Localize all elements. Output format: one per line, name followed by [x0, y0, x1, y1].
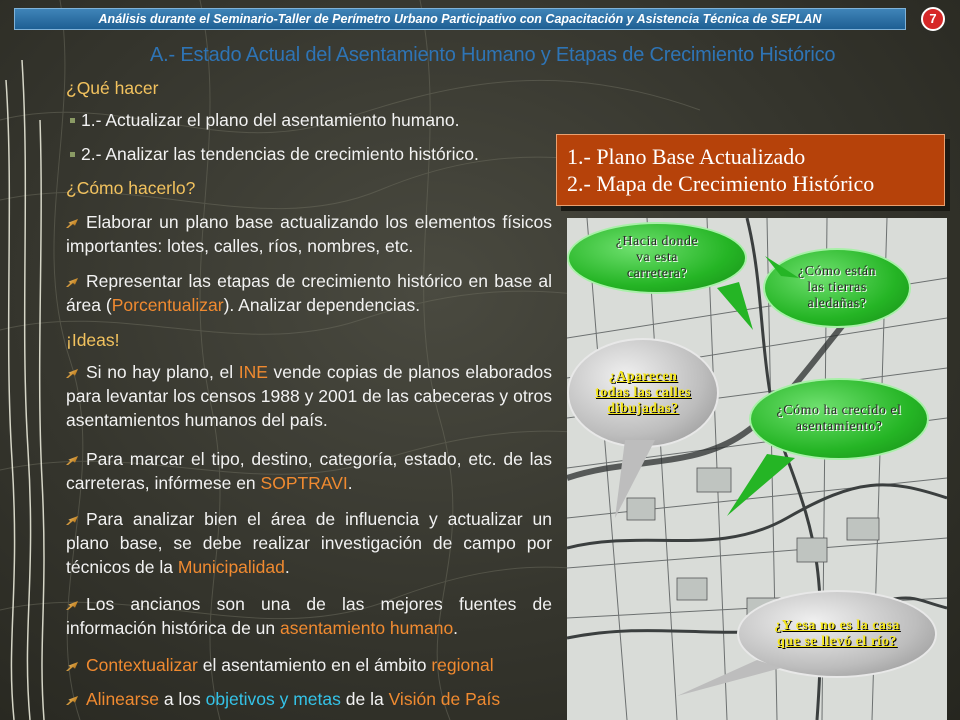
question-text: ¿Y esa no es la casa que se llevó el río?: [774, 618, 900, 649]
highlight-metas: metas: [293, 689, 341, 709]
question-text: ¿Hacia donde va esta carretera?: [615, 234, 699, 281]
bubble-tail: [717, 282, 753, 330]
arrow-bullet-icon: [66, 367, 80, 379]
bullet-text: .: [347, 473, 353, 493]
bullet-text: Los ancianos son una de las mejores fuentes de información histórica de un: [66, 594, 552, 638]
arrow-bullet-icon: [66, 276, 80, 288]
heading-que-hacer: ¿Qué hacer: [66, 78, 159, 98]
step-2: [70, 142, 556, 166]
arrow-bullet-icon: [66, 217, 80, 229]
highlight-soptravi: SOPTRAVI: [260, 473, 348, 493]
square-bullet-icon: [70, 152, 75, 157]
bullet-ine: [66, 360, 552, 432]
bubble-tail: [615, 440, 655, 518]
highlight-municipalidad: Municipalidad: [177, 557, 285, 577]
deliverable-2: 2.- Mapa de Crecimiento Histórico: [567, 171, 875, 196]
bullet-text: .: [453, 618, 459, 638]
bullet-text: de la: [340, 689, 389, 709]
square-bullet-icon: [70, 118, 75, 123]
step-2-text: 2.- Analizar las tendencias de crecimiento histórico.: [81, 144, 479, 164]
bullet-text: a los: [158, 689, 206, 709]
arrow-bullet-icon: [66, 660, 80, 672]
step-1-text: 1.- Actualizar el plano del asentamiento humano.: [81, 110, 460, 130]
bullet-text: Representar las etapas de crecimiento histórico en base al área (: [66, 271, 552, 315]
highlight-regional: regional: [431, 655, 494, 675]
step-1: [70, 108, 556, 132]
arrow-bullet-icon: [66, 514, 80, 526]
bullet-text: el asentamiento en el ámbito: [197, 655, 432, 675]
bullet-text: Si no hay plano, el: [86, 362, 239, 382]
highlight-alinearse: Alinearse: [86, 689, 159, 709]
arrow-bullet-icon: [66, 454, 80, 466]
bullet-text: Elaborar un plano base actualizando los elementos físicos importantes: lotes, calles, ríos, nombres, etc.: [66, 212, 552, 256]
bullet-text: .: [284, 557, 290, 577]
seminar-banner: Análisis durante el Seminario-Taller de Perímetro Urbano Participativo con Capacitación y Asistencia Técnica de SEPLAN: [14, 8, 906, 30]
bullet-text: Para marcar el tipo, destino, categoría, estado, etc. de las carreteras, infórmese en: [66, 449, 552, 493]
bullet-etapas: [66, 269, 552, 317]
heading-como-hacerlo: ¿Cómo hacerlo?: [66, 178, 196, 198]
highlight-objetivos: objetivos: [205, 689, 275, 709]
highlight-asentamiento: asentamiento humano: [280, 618, 454, 638]
highlight-vision-de-pais: Visión de País: [388, 689, 501, 709]
arrow-bullet-icon: [66, 599, 80, 611]
bubble-tail: [765, 256, 799, 278]
bullet-ancianos: [66, 592, 552, 640]
question-text: ¿Cómo están las tierras aledañas?: [797, 264, 877, 311]
settlement-map-image: [567, 218, 947, 720]
bullet-plano-base: [66, 210, 552, 258]
bullet-text: vende copias de planos elaborados para levantar los censos 1988 y 2001 de las cabeceras y otros asentamientos humanos del país.: [66, 362, 552, 430]
bullet-municipalidad: [66, 507, 552, 579]
page-number-badge: 7: [921, 7, 945, 31]
highlight-porcentualizar: Porcentualizar: [111, 295, 224, 315]
bullet-text-y: y: [274, 689, 294, 709]
highlight-contextualizar: Contextualizar: [86, 655, 198, 675]
bullet-alinearse: [66, 687, 552, 711]
bubble-tails: [567, 218, 947, 720]
question-text: ¿Aparecen todas las calles dibujadas?: [595, 369, 691, 416]
question-text: ¿Cómo ha crecido el asentamiento?: [776, 403, 902, 434]
page-title: A.- Estado Actual del Asentamiento Humano y Etapas de Crecimiento Histórico: [150, 44, 836, 66]
bubble-tail: [727, 454, 795, 516]
deliverables-box: [556, 134, 945, 206]
highlight-ine: INE: [238, 362, 268, 382]
heading-ideas: ¡Ideas!: [66, 330, 120, 350]
deliverable-1: 1.- Plano Base Actualizado: [567, 144, 806, 169]
bullet-soptravi: [66, 447, 552, 495]
arrow-bullet-icon: [66, 694, 80, 706]
bullet-text: ). Analizar dependencias.: [223, 295, 421, 315]
bubble-tail: [677, 660, 781, 696]
bullet-text: Para analizar bien el área de influencia y actualizar un plano base, se debe realizar investigación de campo por técnicos de la: [66, 509, 552, 577]
bullet-contextualizar: [66, 653, 552, 677]
